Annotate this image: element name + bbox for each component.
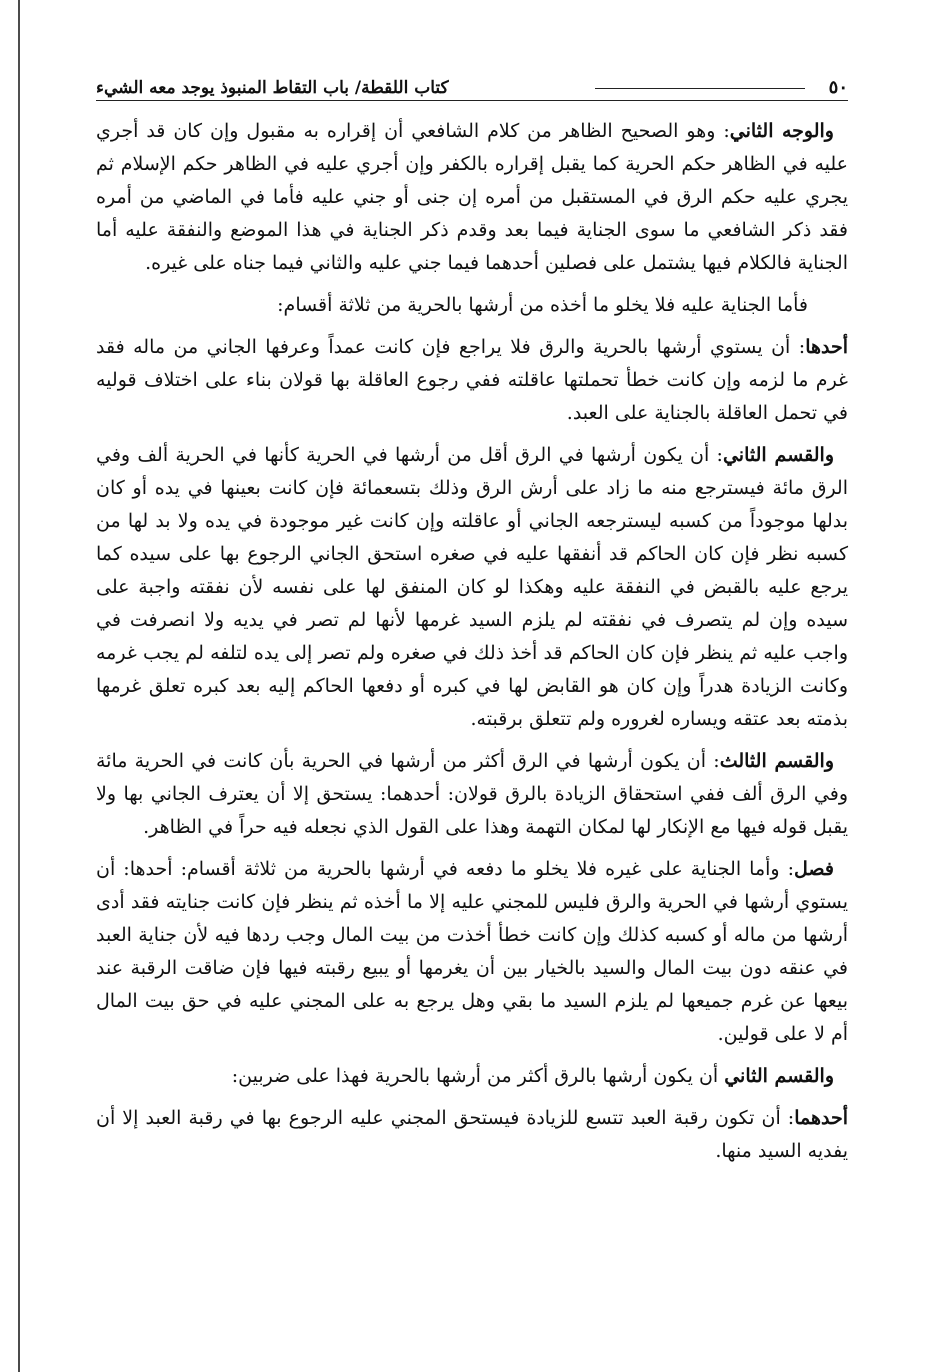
page-body <box>96 115 848 1168</box>
paragraph <box>96 331 848 430</box>
paragraph-lead: أحدها <box>805 336 848 358</box>
paragraph-lead: والوجه الثاني <box>729 120 834 142</box>
paragraph-text: : أن يستوي أرشها بالحرية والرق فلا يراجع فإن كانت عمداً وعرفها الجاني من ماله فقد غرم ما لزمه وإن كانت خطأ تحملتها عاقلته ففي رجوع العاقلة بها قولان بناء على اختلاف قوليه في تحمل العاقلة بالجناية على العبد. <box>96 336 848 424</box>
scan-edge-line <box>18 0 20 1372</box>
paragraph <box>96 745 848 844</box>
running-title: كتاب اللقطة/ باب التقاط المنبوذ يوجد معه الشيء <box>96 78 449 98</box>
paragraph <box>96 115 848 280</box>
paragraph-lead: أحدهما <box>794 1107 848 1129</box>
paragraph-lead: والقسم الثالث <box>719 750 834 772</box>
paragraph <box>96 439 848 736</box>
paragraph-text: : وأما الجناية على غيره فلا يخلو ما دفعه في أرشها بالحرية من ثلاثة أقسام: أحدها: أن يستوي أرشها في الحرية والرق فليس للمجني عليه إلا ما أخذه ثم ينظر فإن كانت جنايته فقد أدى أرشها من ماله أو كسبه كذلك وإن كانت خطأ أخذت من بيت المال وجب ردها فيه لأن جناية العبد في عنقه دون بيت المال والسيد بالخيار بين أن يغرمها أو يبيع رقبته فيها فإن ضاقت الرقبة عند بيعها عن غرم جميعها لم يلزم السيد ما بقي وهل يرجع به على المجني عليه في حق بيت المال أم لا على قولين. <box>96 858 848 1045</box>
paragraph-lead: فصل <box>794 858 834 880</box>
paragraph-text: أن يكون أرشها بالرق أكثر من أرشها بالحرية فهذا على ضربين: <box>231 1065 725 1087</box>
paragraph-text: فأما الجناية عليه فلا يخلو ما أخذه من أرشها بالحرية من ثلاثة أقسام: <box>277 294 808 316</box>
paragraph-lead: والقسم الثاني <box>724 1065 834 1087</box>
paragraph-text: : وهو الصحيح الظاهر من كلام الشافعي أن إقراره به مقبول وإن كان قد أجري عليه في الظاهر حكم الحرية كما يقبل إقراره بالكفر وإن أجري عليه في الظاهر حكم الإسلام ثم يجري عليه حكم الرق في المستقبل من أمره إن جنى أو جني عليه فأما في الماضي من أمره فقد ذكر الشافعي ما سوى الجناية فيما بعد وقدم ذكر الجناية في هذا الموضع والنفقة عليه أما الجناية فالكلام فيها يشتمل على فصلين أحدهما فيما جني عليه والثاني فيما جناه على غيره. <box>96 120 848 274</box>
paragraph <box>96 1060 848 1093</box>
running-header <box>96 58 848 101</box>
header-rule <box>595 88 805 89</box>
paragraph-text: : أن يكون أرشها في الرق أقل من أرشها في الحرية كأنها في الحرية ألف وفي الرق مائة فيسترجع منه ما زاد على أرش الرق وذلك بتسعمائة فإن كانت بعينها في يده أو كان بدلها موجوداً من كسبه ليسترجعه الجاني أو عاقلته وإن كانت غير موجودة في يده ولا بد لها من كسبه نظر فإن كان الحاكم قد أنفقها عليه في صغره استحق الجاني الرجوع بها على سيده كما يرجع عليه بالقبض في النفقة عليه وهكذا لو كان المنفق لها على نفسه لأن نفقته واجبة على سيده وإن لم يتصرف في نفقته لم يلزم السيد غرمها لأنها لم تصر في يديه ولا انصرفت في واجب عليه ثم ينظر فإن كان الحاكم قد أخذ ذلك في صغره ولم تصر إلى يده لتلفه لم يجب غرمه وكانت الزيادة هدراً وإن كان هو القابض لها في كبره أو دفعها الحاكم إليه بعد كبره تعلق غرمها بذمته بعد عتقه ويساره لغروره ولم تتعلق برقبته. <box>96 444 848 730</box>
paragraph-lead: والقسم الثاني <box>722 444 835 466</box>
paragraph <box>96 1102 848 1168</box>
book-page <box>96 58 848 1177</box>
paragraph-text: : أن تكون رقبة العبد تتسع للزيادة فيستحق المجني عليه الرجوع بها في رقبة العبد إلا أن يفديه السيد منها. <box>96 1107 848 1162</box>
paragraph <box>96 289 848 322</box>
page-number: ٥٠ <box>828 77 848 98</box>
paragraph <box>96 853 848 1051</box>
paragraph-text: : أن يكون أرشها في الرق أكثر من أرشها في الحرية بأن كانت في الحرية مائة وفي الرق ألف ففي استحقاق الزيادة بالرق قولان: أحدهما: يستحق إلا أن يعترف الجاني بها ولا يقبل قوله فيها مع الإنكار لها لمكان التهمة وهذا على القول الذي نجعله فيه حراً في الظاهر. <box>96 750 848 838</box>
